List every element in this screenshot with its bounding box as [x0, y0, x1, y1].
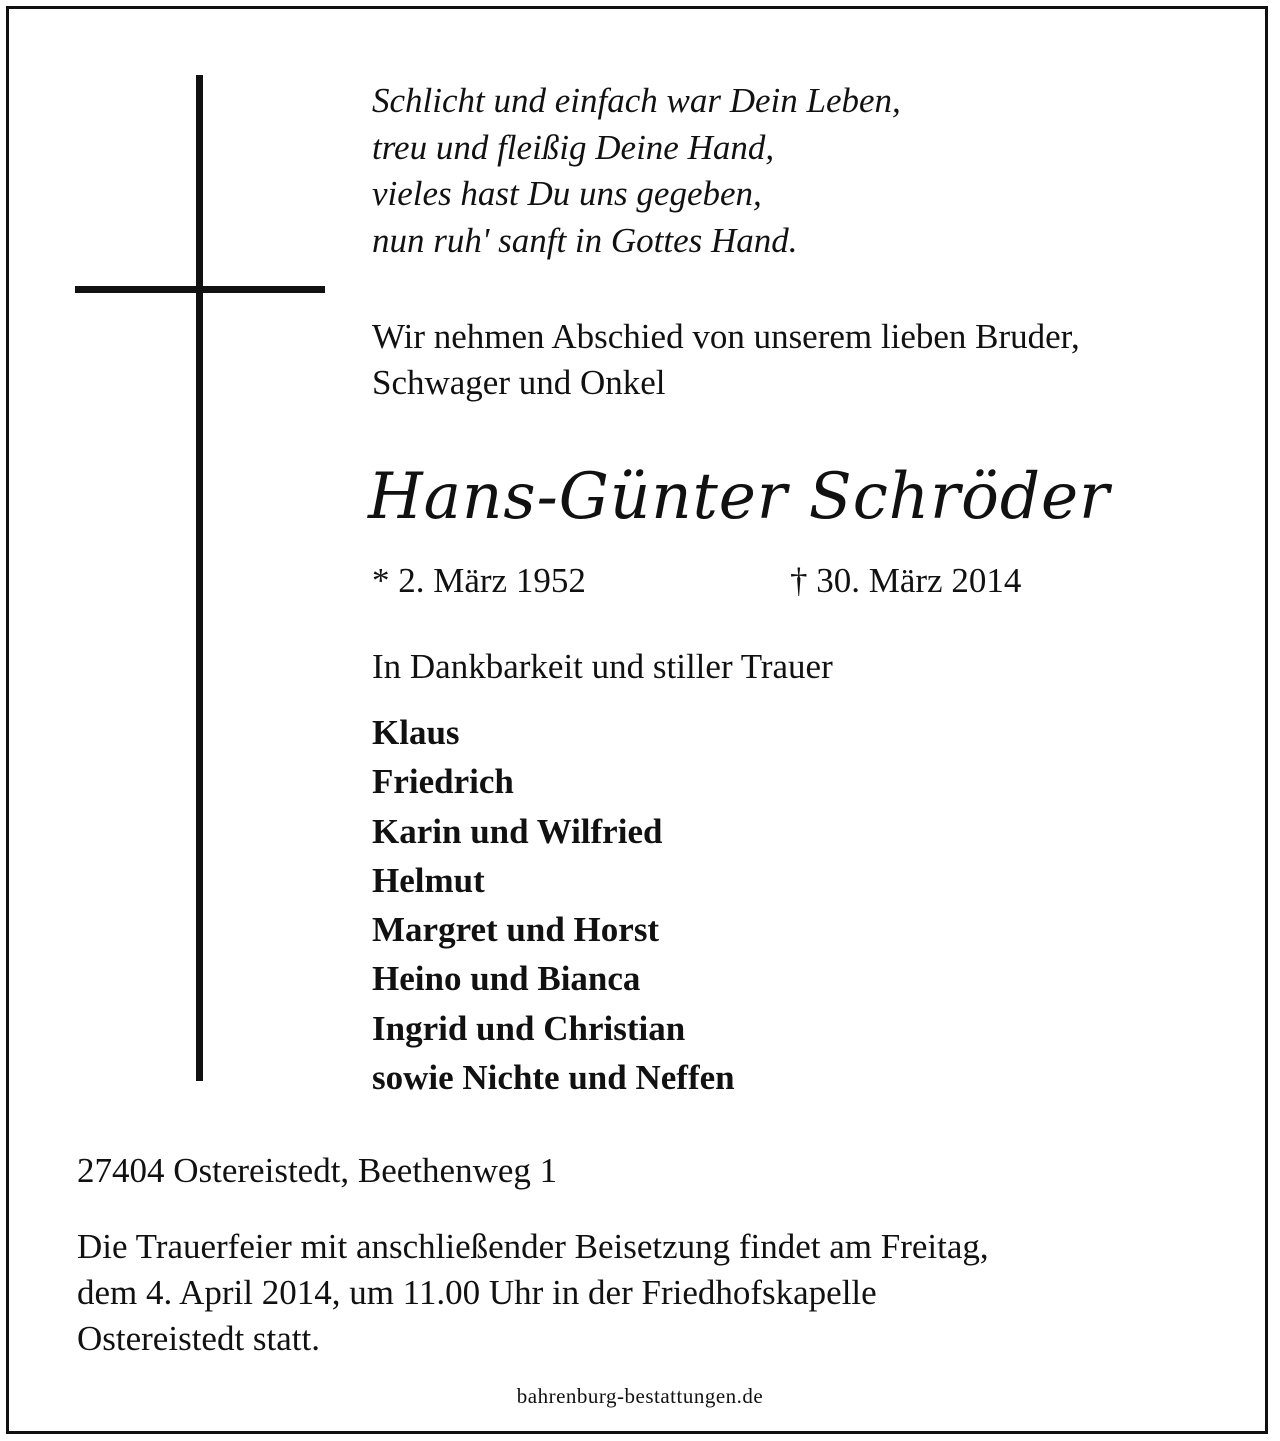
- grief-line: In Dankbarkeit und stiller Trauer: [372, 647, 833, 686]
- mourners-list: [372, 708, 735, 1102]
- ceremony-notice: [77, 1224, 989, 1362]
- poem-line: nun ruh' sanft in Gottes Hand.: [372, 220, 798, 260]
- ceremony-line: dem 4. April 2014, um 11.00 Uhr in der Friedhofskapelle: [77, 1273, 877, 1312]
- mourner-name: Karin und Wilfried: [372, 811, 663, 851]
- cross-horizontal-bar: [75, 286, 325, 293]
- birth-date: * 2. März 1952: [372, 561, 586, 600]
- family-address: 27404 Ostereistedt, Beethenweg 1: [77, 1151, 558, 1190]
- death-date: † 30. März 2014: [790, 561, 1022, 600]
- ceremony-line: Die Trauerfeier mit anschließender Beisetzung findet am Freitag,: [77, 1227, 989, 1266]
- mourner-name: Heino und Bianca: [372, 959, 641, 999]
- mourner-name: Klaus: [372, 713, 460, 752]
- mourner-name: Helmut: [372, 860, 485, 900]
- poem-line: Schlicht und einfach war Dein Leben,: [372, 81, 901, 120]
- cross-vertical-bar: [196, 75, 203, 1081]
- funeral-home-credit: bahrenburg-bestattungen.de: [516, 1384, 764, 1408]
- mourner-name: Ingrid und Christian: [372, 1008, 686, 1048]
- mourner-name: Friedrich: [372, 762, 514, 802]
- farewell-intro: [372, 314, 1080, 406]
- poem-line: vieles hast Du uns gegeben,: [372, 174, 762, 213]
- poem-line: treu und fleißig Deine Hand,: [372, 127, 775, 167]
- deceased-name: Hans-Günter Schröder: [368, 460, 1111, 534]
- mourner-name: sowie Nichte und Neffen: [372, 1058, 735, 1098]
- intro-line: Wir nehmen Abschied von unserem lieben Bruder,: [372, 317, 1080, 356]
- intro-line: Schwager und Onkel: [372, 363, 666, 402]
- mourner-name: Margret und Horst: [372, 910, 660, 950]
- ceremony-line: Ostereistedt statt.: [77, 1319, 321, 1358]
- poem: [372, 78, 901, 264]
